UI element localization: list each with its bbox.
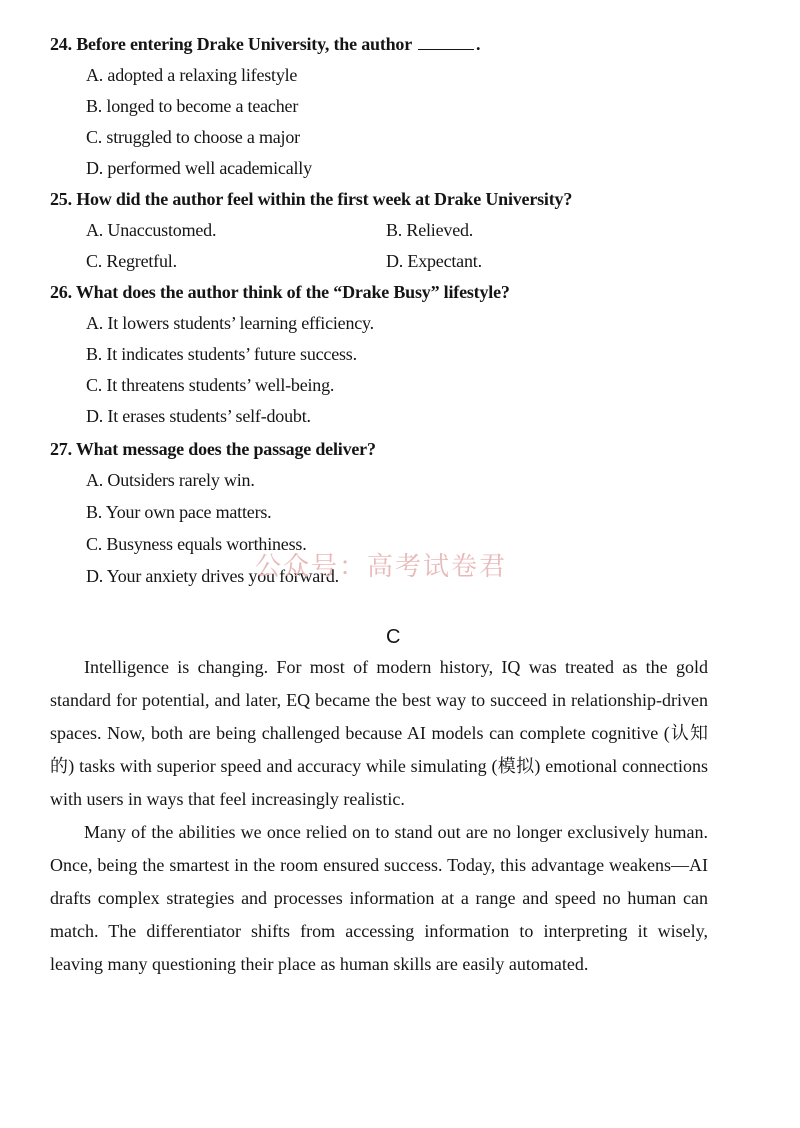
question-26-option-b: B. It indicates students’ future success.: [86, 344, 357, 364]
question-27-option-c: C. Busyness equals worthiness.: [86, 534, 307, 554]
passage-paragraph-1: Intelligence is changing. For most of modern history, IQ was treated as the gold standard for potential, and later, EQ became the best way to succeed in relationship-driven spaces. Now, both are being challenged because AI models can complete cognitive (认知的) tasks with superior speed and accuracy while simulating (模拟) emotional connections with users in ways that feel increasingly realistic.: [50, 657, 708, 809]
question-25-option-d: D. Expectant.: [386, 251, 482, 271]
question-25-stem: 25. How did the author feel within the first week at Drake University?: [50, 189, 573, 209]
question-24-stem-end: .: [476, 34, 481, 54]
question-25-option-b: B. Relieved.: [386, 220, 474, 240]
answer-blank: [418, 35, 474, 50]
question-26-option-c: C. It threatens students’ well-being.: [86, 375, 335, 395]
question-27-option-a: A. Outsiders rarely win.: [86, 470, 255, 490]
question-25-option-c: C. Regretful.: [86, 251, 177, 271]
question-26-option-d: D. It erases students’ self-doubt.: [86, 406, 311, 426]
question-27-stem: 27. What message does the passage deliver?: [50, 439, 376, 459]
question-24-option-d: D. performed well academically: [86, 158, 312, 178]
question-26-option-a: A. It lowers students’ learning efficiency.: [86, 313, 374, 333]
section-title: C: [386, 626, 401, 648]
question-24-stem: [50, 34, 480, 55]
question-24-option-b: B. longed to become a teacher: [86, 96, 299, 116]
question-26-stem: 26. What does the author think of the “Drake Busy” lifestyle?: [50, 282, 510, 302]
watermark: 公众号：高考试卷君: [255, 552, 508, 582]
question-24-option-a: A. adopted a relaxing lifestyle: [86, 65, 298, 85]
passage-paragraph-2: Many of the abilities we once relied on to stand out are no longer exclusively human. Once, being the smartest in the room ensured success. Today, this advantage weakens—AI drafts complex strategies and processes information at a range and speed no human can match. The differentiator shifts from accessing information to interpreting it wisely, leaving many questioning their place as human skills are easily automated.: [50, 822, 708, 974]
question-24-option-c: C. struggled to choose a major: [86, 127, 300, 147]
question-27-option-b: B. Your own pace matters.: [86, 502, 272, 522]
question-24-stem-text: 24. Before entering Drake University, the author: [50, 34, 412, 54]
question-27-option-d: D. Your anxiety drives you forward.: [86, 566, 339, 586]
question-25-option-a: A. Unaccustomed.: [86, 220, 217, 240]
